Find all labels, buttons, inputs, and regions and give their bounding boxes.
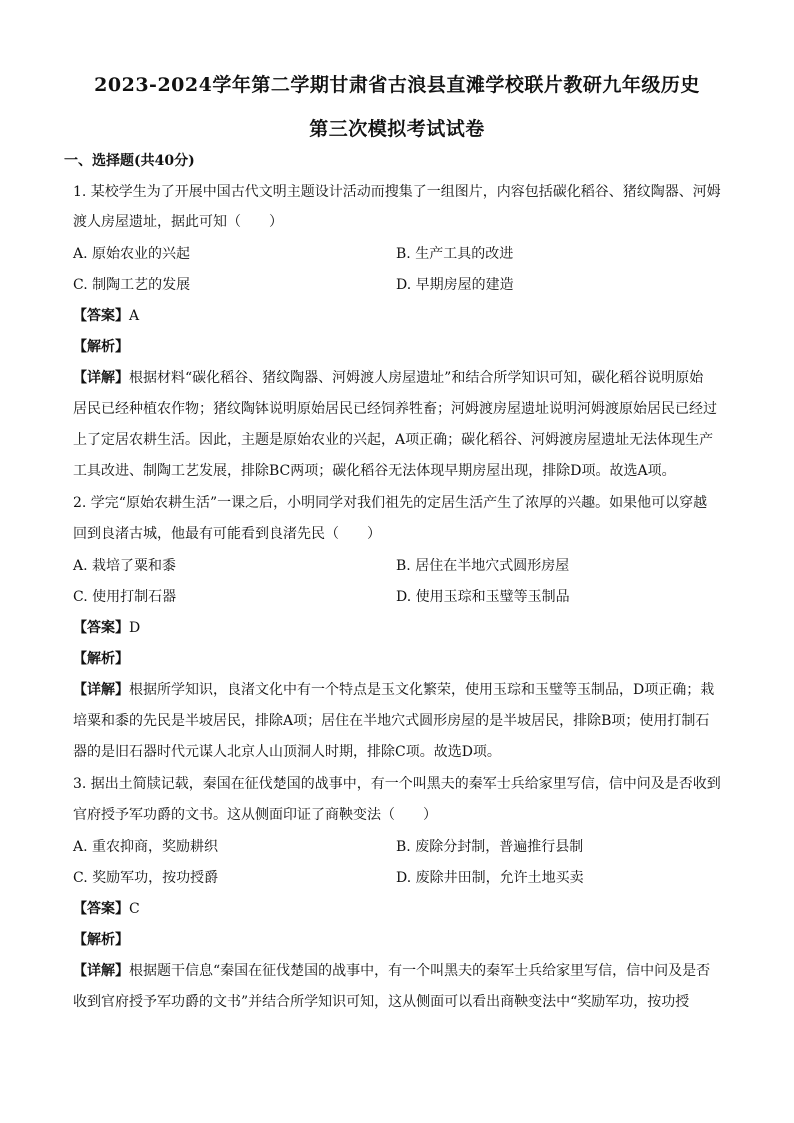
- question-1-option-d: D. 早期房屋的建造: [396, 277, 514, 293]
- question-3-detail-line-1: [73, 961, 723, 981]
- detail-text: 根据题干信息“秦国在征伐楚国的战事中，有一个叫黑夫的秦军士兵给家里写信，信中问及是否: [129, 963, 711, 979]
- question-1-stem-line-1: 1. 某校学生为了开展中国古代文明主题设计活动而搜集了一组图片，内容包括碳化稻谷、猪纹陶器、河姆: [73, 184, 721, 200]
- question-2-option-c: C. 使用打制石器: [73, 589, 177, 605]
- question-2-option-d: D. 使用玉琮和玉璧等玉制品: [396, 589, 570, 605]
- question-1-stem-line-2: 渡人房屋遗址，据此可知（ ）: [73, 214, 283, 230]
- question-1-option-a: A. 原始农业的兴起: [73, 246, 191, 262]
- question-1-detail-line-3: 上了定居农耕生活。因此，主题是原始农业的兴起，A项正确；碳化稻谷、河姆渡房屋遗址无法体现生产: [73, 432, 714, 448]
- question-3-stem-line-1: 3. 据出土简牍记载，秦国在征伐楚国的战事中，有一个叫黑夫的秦军士兵给家里写信，信中问及是否收到: [73, 776, 721, 792]
- section-heading: 一、选择题(共40分): [64, 153, 195, 169]
- question-2-answer: [73, 618, 723, 638]
- question-3-answer: [73, 899, 723, 919]
- question-1-answer: [73, 306, 723, 326]
- detail-text: 根据材料“碳化稻谷、猪纹陶器、河姆渡人房屋遗址”和结合所学知识可知，碳化稻谷说明原始: [129, 370, 704, 386]
- answer-tag: 【答案】: [73, 901, 129, 917]
- question-1-analysis-tag: 【解析】: [73, 339, 129, 355]
- document-title-line-2: 第三次模拟考试试卷: [309, 118, 485, 140]
- question-3-option-c: C. 奖励军功，按功授爵: [73, 870, 219, 886]
- detail-tag: 【详解】: [73, 370, 129, 386]
- question-2-option-b: B. 居住在半地穴式圆形房屋: [396, 558, 570, 574]
- question-2-stem-line-1: 2. 学完“原始农耕生活”一课之后，小明同学对我们祖先的定居生活产生了浓厚的兴趣。如果他可以穿越: [73, 495, 708, 511]
- question-1-option-b: B. 生产工具的改进: [396, 246, 514, 262]
- document-title-line-1: 2023-2024学年第二学期甘肃省古浪县直滩学校联片教研九年级历史: [94, 74, 700, 96]
- question-1-option-c: C. 制陶工艺的发展: [73, 277, 191, 293]
- question-3-analysis-tag: 【解析】: [73, 932, 129, 948]
- question-3-detail-line-2: 收到官府授予军功爵的文书”并结合所学知识可知，这从侧面可以看出商鞅变法中“奖励军功，按功授: [73, 994, 690, 1010]
- answer-value: C: [129, 901, 140, 917]
- detail-tag: 【详解】: [73, 682, 129, 698]
- question-2-stem-line-2: 回到良渚古城，他最有可能看到良渚先民（ ）: [73, 526, 381, 542]
- answer-value: A: [129, 308, 140, 324]
- detail-tag: 【详解】: [73, 963, 129, 979]
- question-1-detail-line-1: [73, 368, 723, 388]
- detail-text: 根据所学知识，良渚文化中有一个特点是玉文化繁荣，使用玉琮和玉璧等玉制品，D项正确；栽: [129, 682, 715, 698]
- question-1-detail-line-2: 居民已经种植农作物；猪纹陶钵说明原始居民已经饲养牲畜；河姆渡房屋遗址说明河姆渡原始居民已经过: [73, 401, 717, 417]
- question-2-detail-line-1: [73, 680, 723, 700]
- question-3-option-a: A. 重农抑商，奖励耕织: [73, 839, 219, 855]
- question-2-detail-line-3: 器的是旧石器时代元谋人北京人山顶洞人时期，排除C项。故选D项。: [73, 744, 501, 760]
- question-3-stem-line-2: 官府授予军功爵的文书。这从侧面印证了商鞅变法（ ）: [73, 807, 437, 823]
- question-2-detail-line-2: 培粟和黍的先民是半坡居民，排除A项；居住在半地穴式圆形房屋的是半坡居民，排除B项；使用打制石: [73, 713, 710, 729]
- question-3-option-b: B. 废除分封制，普遍推行县制: [396, 839, 584, 855]
- answer-tag: 【答案】: [73, 308, 129, 324]
- question-3-option-d: D. 废除井田制，允许土地买卖: [396, 870, 584, 886]
- answer-value: D: [129, 620, 141, 636]
- question-2-analysis-tag: 【解析】: [73, 651, 129, 667]
- question-1-detail-line-4: 工具改进、制陶工艺发展，排除BC两项；碳化稻谷无法体现早期房屋出现，排除D项。故选A项。: [73, 463, 676, 479]
- answer-tag: 【答案】: [73, 620, 129, 636]
- question-2-option-a: A. 栽培了粟和黍: [73, 558, 177, 574]
